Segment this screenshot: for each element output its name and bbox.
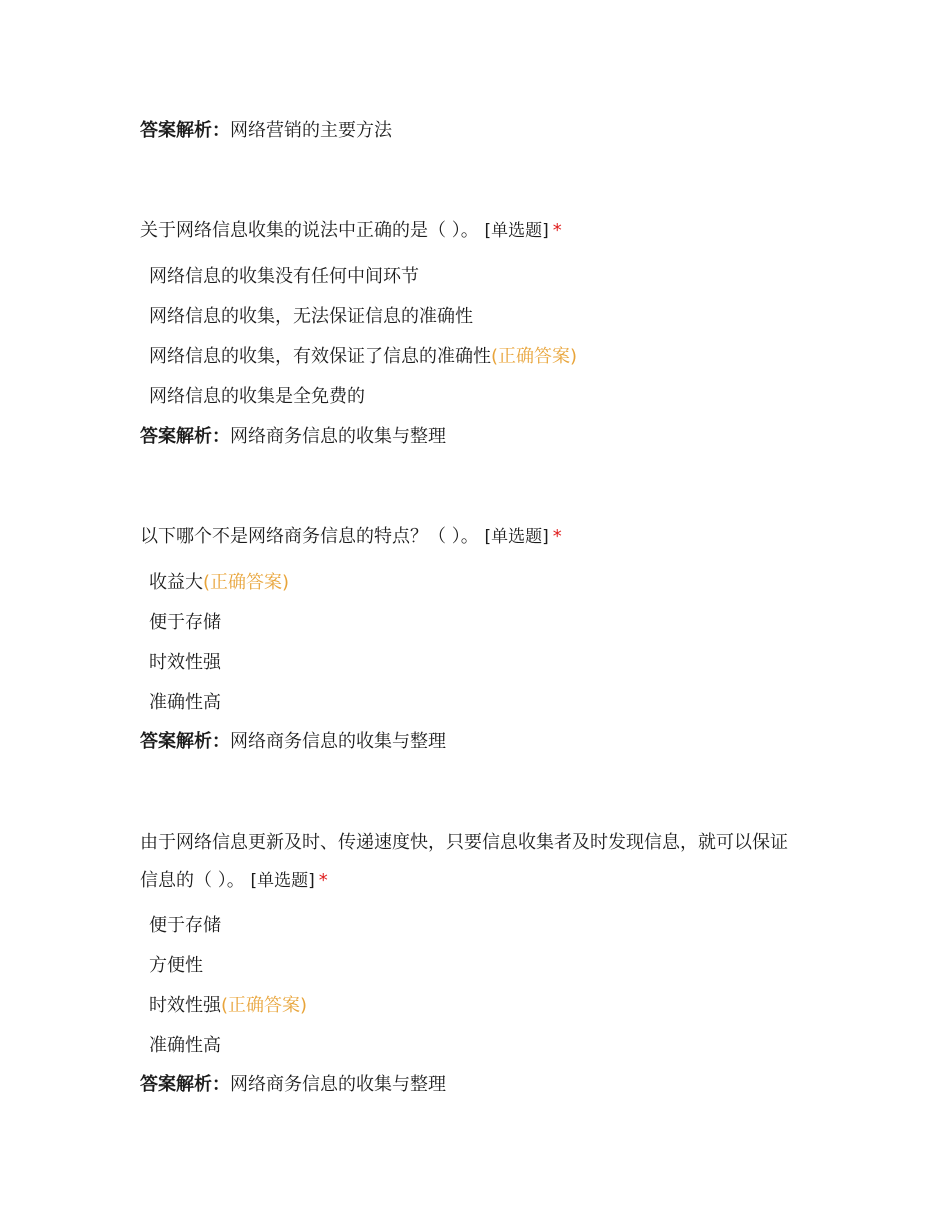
option-text: 时效性强 — [149, 995, 221, 1016]
option-text: 准确性高 — [149, 692, 221, 713]
option-text: 时效性强 — [149, 652, 221, 673]
analysis-line — [140, 425, 446, 449]
question-text: 由于网络信息更新及时、传递速度快，只要信息收集者及时发现信息，就可以保证 — [140, 832, 788, 853]
analysis-text: 网络商务信息的收集与整理 — [230, 426, 446, 447]
required-mark: * — [552, 526, 562, 547]
question-type: [单选题] — [484, 221, 549, 241]
question-type: [单选题] — [250, 871, 315, 891]
option-item — [149, 651, 221, 675]
question-stem — [140, 525, 562, 549]
option-item — [149, 954, 203, 978]
analysis-line — [140, 1073, 446, 1097]
analysis-text: 网络营销的主要方法 — [230, 120, 392, 141]
question-text: 以下哪个不是网络商务信息的特点？（ ）。 — [140, 526, 479, 547]
option-item — [149, 994, 307, 1018]
analysis-line — [140, 119, 392, 143]
option-item — [149, 691, 221, 715]
analysis-label: 答案解析： — [140, 426, 230, 447]
analysis-line — [140, 730, 446, 754]
option-item — [149, 305, 473, 329]
option-text: 网络信息的收集，无法保证信息的准确性 — [149, 306, 473, 327]
option-text: 便于存储 — [149, 915, 221, 936]
option-item — [149, 611, 221, 635]
question-stem-line — [140, 869, 328, 893]
option-item — [149, 1034, 221, 1058]
option-item — [149, 571, 289, 595]
required-mark: * — [318, 870, 328, 891]
analysis-label: 答案解析： — [140, 731, 230, 752]
analysis-label: 答案解析： — [140, 120, 230, 141]
correct-answer-tag: (正确答案) — [491, 346, 578, 367]
analysis-text: 网络商务信息的收集与整理 — [230, 731, 446, 752]
correct-answer-tag: (正确答案) — [203, 572, 290, 593]
option-text: 便于存储 — [149, 612, 221, 633]
question-stem — [140, 219, 562, 243]
analysis-label: 答案解析： — [140, 1074, 230, 1095]
question-stem-line — [140, 831, 788, 855]
question-text: 关于网络信息收集的说法中正确的是（ ）。 — [140, 220, 479, 241]
question-type: [单选题] — [484, 527, 549, 547]
option-text: 方便性 — [149, 955, 203, 976]
option-item — [149, 385, 365, 409]
option-text: 收益大 — [149, 572, 203, 593]
question-text: 信息的（ ）。 — [140, 870, 245, 891]
correct-answer-tag: (正确答案) — [221, 995, 308, 1016]
analysis-text: 网络商务信息的收集与整理 — [230, 1074, 446, 1095]
option-text: 网络信息的收集没有任何中间环节 — [149, 266, 419, 287]
required-mark: * — [552, 220, 562, 241]
option-text: 网络信息的收集是全免费的 — [149, 386, 365, 407]
option-item — [149, 914, 221, 938]
option-text: 准确性高 — [149, 1035, 221, 1056]
option-text: 网络信息的收集，有效保证了信息的准确性 — [149, 346, 491, 367]
option-item — [149, 345, 577, 369]
option-item — [149, 265, 419, 289]
